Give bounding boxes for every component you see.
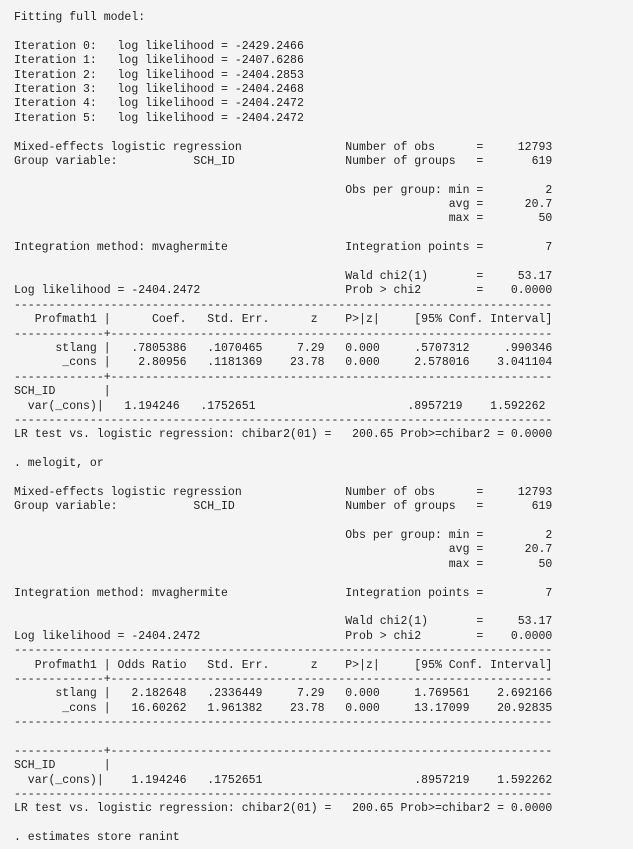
output-line: stlang | 2.182648 .2336449 7.29 0.000 1.769561 2.692166 [14, 687, 553, 701]
output-line [14, 515, 633, 529]
output-line: _cons | 16.60262 1.961382 23.78 0.000 13.17099 20.92835 [14, 701, 553, 715]
output-line [14, 731, 633, 745]
output-line: -------------+---------------------------------------------------------------- [14, 327, 553, 341]
output-line: Iteration 4: log likelihood = -2404.2472 [14, 97, 304, 111]
output-line [14, 227, 633, 241]
output-line: SCH_ID | [14, 759, 111, 773]
output-line [14, 169, 633, 183]
output-line: SCH_ID | [14, 385, 111, 399]
output-line: Mixed-effects logistic regression Number of obs = 12793 [14, 485, 553, 499]
output-line: ------------------------------------------------------------------------------ [14, 788, 553, 802]
output-line: ------------------------------------------------------------------------------ [14, 716, 553, 730]
output-line: -------------+---------------------------------------------------------------- [14, 370, 553, 384]
output-line: ------------------------------------------------------------------------------ [14, 644, 553, 658]
output-line: LR test vs. logistic regression: chibar2(01) = 200.65 Prob>=chibar2 = 0.0000 [14, 428, 553, 442]
output-line: Integration method: mvaghermite Integration points = 7 [14, 586, 553, 600]
output-line [14, 443, 633, 457]
output-line: max = 50 [14, 212, 553, 226]
output-line: var(_cons)| 1.194246 .1752651 .8957219 1.592262 [14, 399, 546, 413]
output-line: max = 50 [14, 557, 553, 571]
output-line: _cons | 2.80956 .1181369 23.78 0.000 2.578016 3.041104 [14, 356, 553, 370]
output-line: Mixed-effects logistic regression Number of obs = 12793 [14, 140, 553, 154]
output-line: Group variable: SCH_ID Number of groups = 619 [14, 500, 553, 514]
output-line [14, 601, 633, 615]
output-line: Log likelihood = -2404.2472 Prob > chi2 = 0.0000 [14, 629, 553, 643]
output-line: ------------------------------------------------------------------------------ [14, 298, 553, 312]
output-line [14, 572, 633, 586]
output-line: -------------+---------------------------------------------------------------- [14, 744, 553, 758]
output-line [14, 25, 633, 39]
output-line: stlang | .7805386 .1070465 7.29 0.000 .5707312 .990346 [14, 341, 553, 355]
output-line: Obs per group: min = 2 [14, 183, 553, 197]
output-line: Iteration 5: log likelihood = -2404.2472 [14, 111, 304, 125]
output-line: Wald chi2(1) = 53.17 [14, 615, 553, 629]
output-line [14, 256, 633, 270]
output-line: -------------+---------------------------------------------------------------- [14, 672, 553, 686]
output-line: Integration method: mvaghermite Integration points = 7 [14, 241, 553, 255]
output-line: Iteration 2: log likelihood = -2404.2853 [14, 68, 304, 82]
output-line [14, 126, 633, 140]
output-line: Iteration 0: log likelihood = -2429.2466 [14, 39, 304, 53]
output-line: ------------------------------------------------------------------------------ [14, 413, 553, 427]
output-line: Group variable: SCH_ID Number of groups = 619 [14, 154, 553, 168]
output-line [14, 472, 633, 486]
output-line: var(_cons)| 1.194246 .1752651 .8957219 1.592262 [14, 773, 553, 787]
output-line [14, 817, 633, 831]
output-line: Profmath1 | Odds Ratio Std. Err. z P>|z| [95% Conf. Interval] [14, 658, 553, 672]
output-line: avg = 20.7 [14, 543, 553, 557]
output-line: . melogit, or [14, 457, 104, 471]
output-line: Fitting full model: [14, 11, 146, 24]
output-line: Profmath1 | Coef. Std. Err. z P>|z| [95% Conf. Interval] [14, 313, 553, 327]
output-line: Iteration 1: log likelihood = -2407.6286 [14, 54, 304, 68]
output-line: Obs per group: min = 2 [14, 529, 553, 543]
output-line: avg = 20.7 [14, 198, 553, 212]
output-line: . estimates store ranint [14, 831, 180, 845]
output-line: Iteration 3: log likelihood = -2404.2468 [14, 82, 304, 96]
output-line: Log likelihood = -2404.2472 Prob > chi2 = 0.0000 [14, 284, 553, 298]
output-line: Wald chi2(1) = 53.17 [14, 270, 553, 284]
output-line: LR test vs. logistic regression: chibar2(01) = 200.65 Prob>=chibar2 = 0.0000 [14, 802, 553, 816]
